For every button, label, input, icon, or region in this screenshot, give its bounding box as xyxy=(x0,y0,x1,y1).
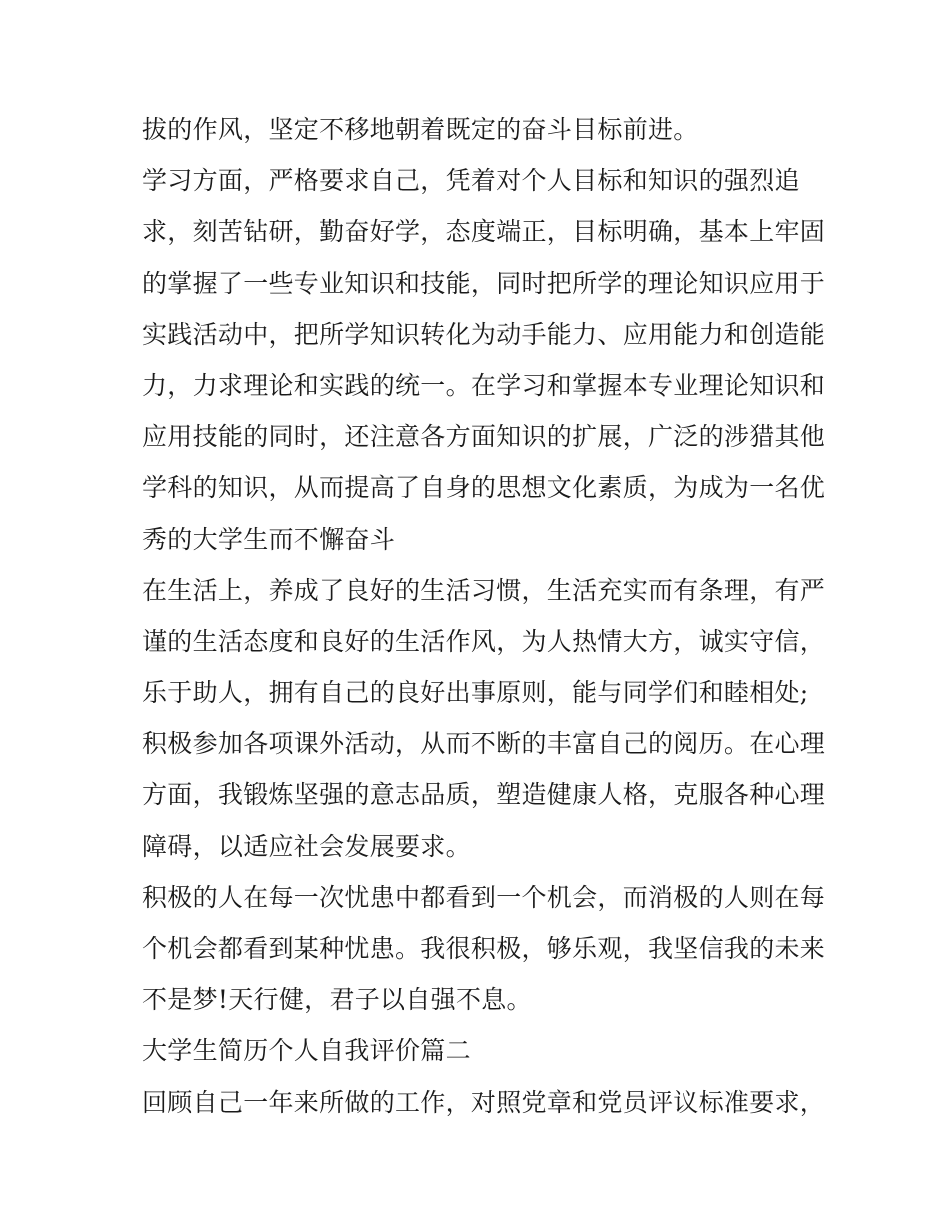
text-line: 力，力求理论和实践的统一。在学习和掌握本专业理论知识和 xyxy=(142,370,826,400)
text-line: 拔的作风，坚定不移地朝着既定的奋斗目标前进。 xyxy=(142,115,699,144)
text-line: 积极参加各项课外活动，从而不断的丰富自己的阅历。在心理 xyxy=(142,729,826,759)
text-line: 秀的大学生而不懈奋斗 xyxy=(142,524,396,554)
text-line: 个机会都看到某种忧患。我很积极，够乐观，我坚信我的未来 xyxy=(142,934,826,963)
text-line: 在生活上，养成了良好的生活习惯，生活充实而有条理，有严 xyxy=(142,575,826,605)
section-heading: 大学生简历个人自我评价篇二 xyxy=(142,1036,471,1066)
text-line: 积极的人在每一次忧患中都看到一个机会，而消极的人则在每 xyxy=(142,882,826,912)
document-body xyxy=(142,104,842,1128)
text-line: 障碍，以适应社会发展要求。 xyxy=(142,831,471,861)
text-line: 不是梦!天行健，君子以自强不息。 xyxy=(142,985,532,1015)
text-line: 应用技能的同时，还注意各方面知识的扩展，广泛的涉猎其他 xyxy=(142,422,826,452)
text-line: 乐于助人，拥有自己的良好出事原则，能与同学们和睦相处; xyxy=(142,678,809,708)
text-line: 谨的生活态度和良好的生活作风，为人热情大方，诚实守信， xyxy=(142,626,826,656)
text-line: 的掌握了一些专业知识和技能，同时把所学的理论知识应用于 xyxy=(142,268,826,298)
text-line: 学科的知识，从而提高了自身的思想文化素质，为成为一名优 xyxy=(142,473,826,503)
text-line: 学习方面，严格要求自己，凭着对个人目标和知识的强烈追 xyxy=(142,166,800,196)
text-line: 回顾自己一年来所做的工作，对照党章和党员评议标准要求， xyxy=(142,1087,826,1117)
text-line: 实践活动中，把所学知识转化为动手能力、应用能力和创造能 xyxy=(142,319,826,349)
text-line: 方面，我锻炼坚强的意志品质，塑造健康人格，克服各种心理 xyxy=(142,780,826,810)
text-line: 求，刻苦钻研，勤奋好学，态度端正，目标明确，基本上牢固 xyxy=(142,217,826,247)
